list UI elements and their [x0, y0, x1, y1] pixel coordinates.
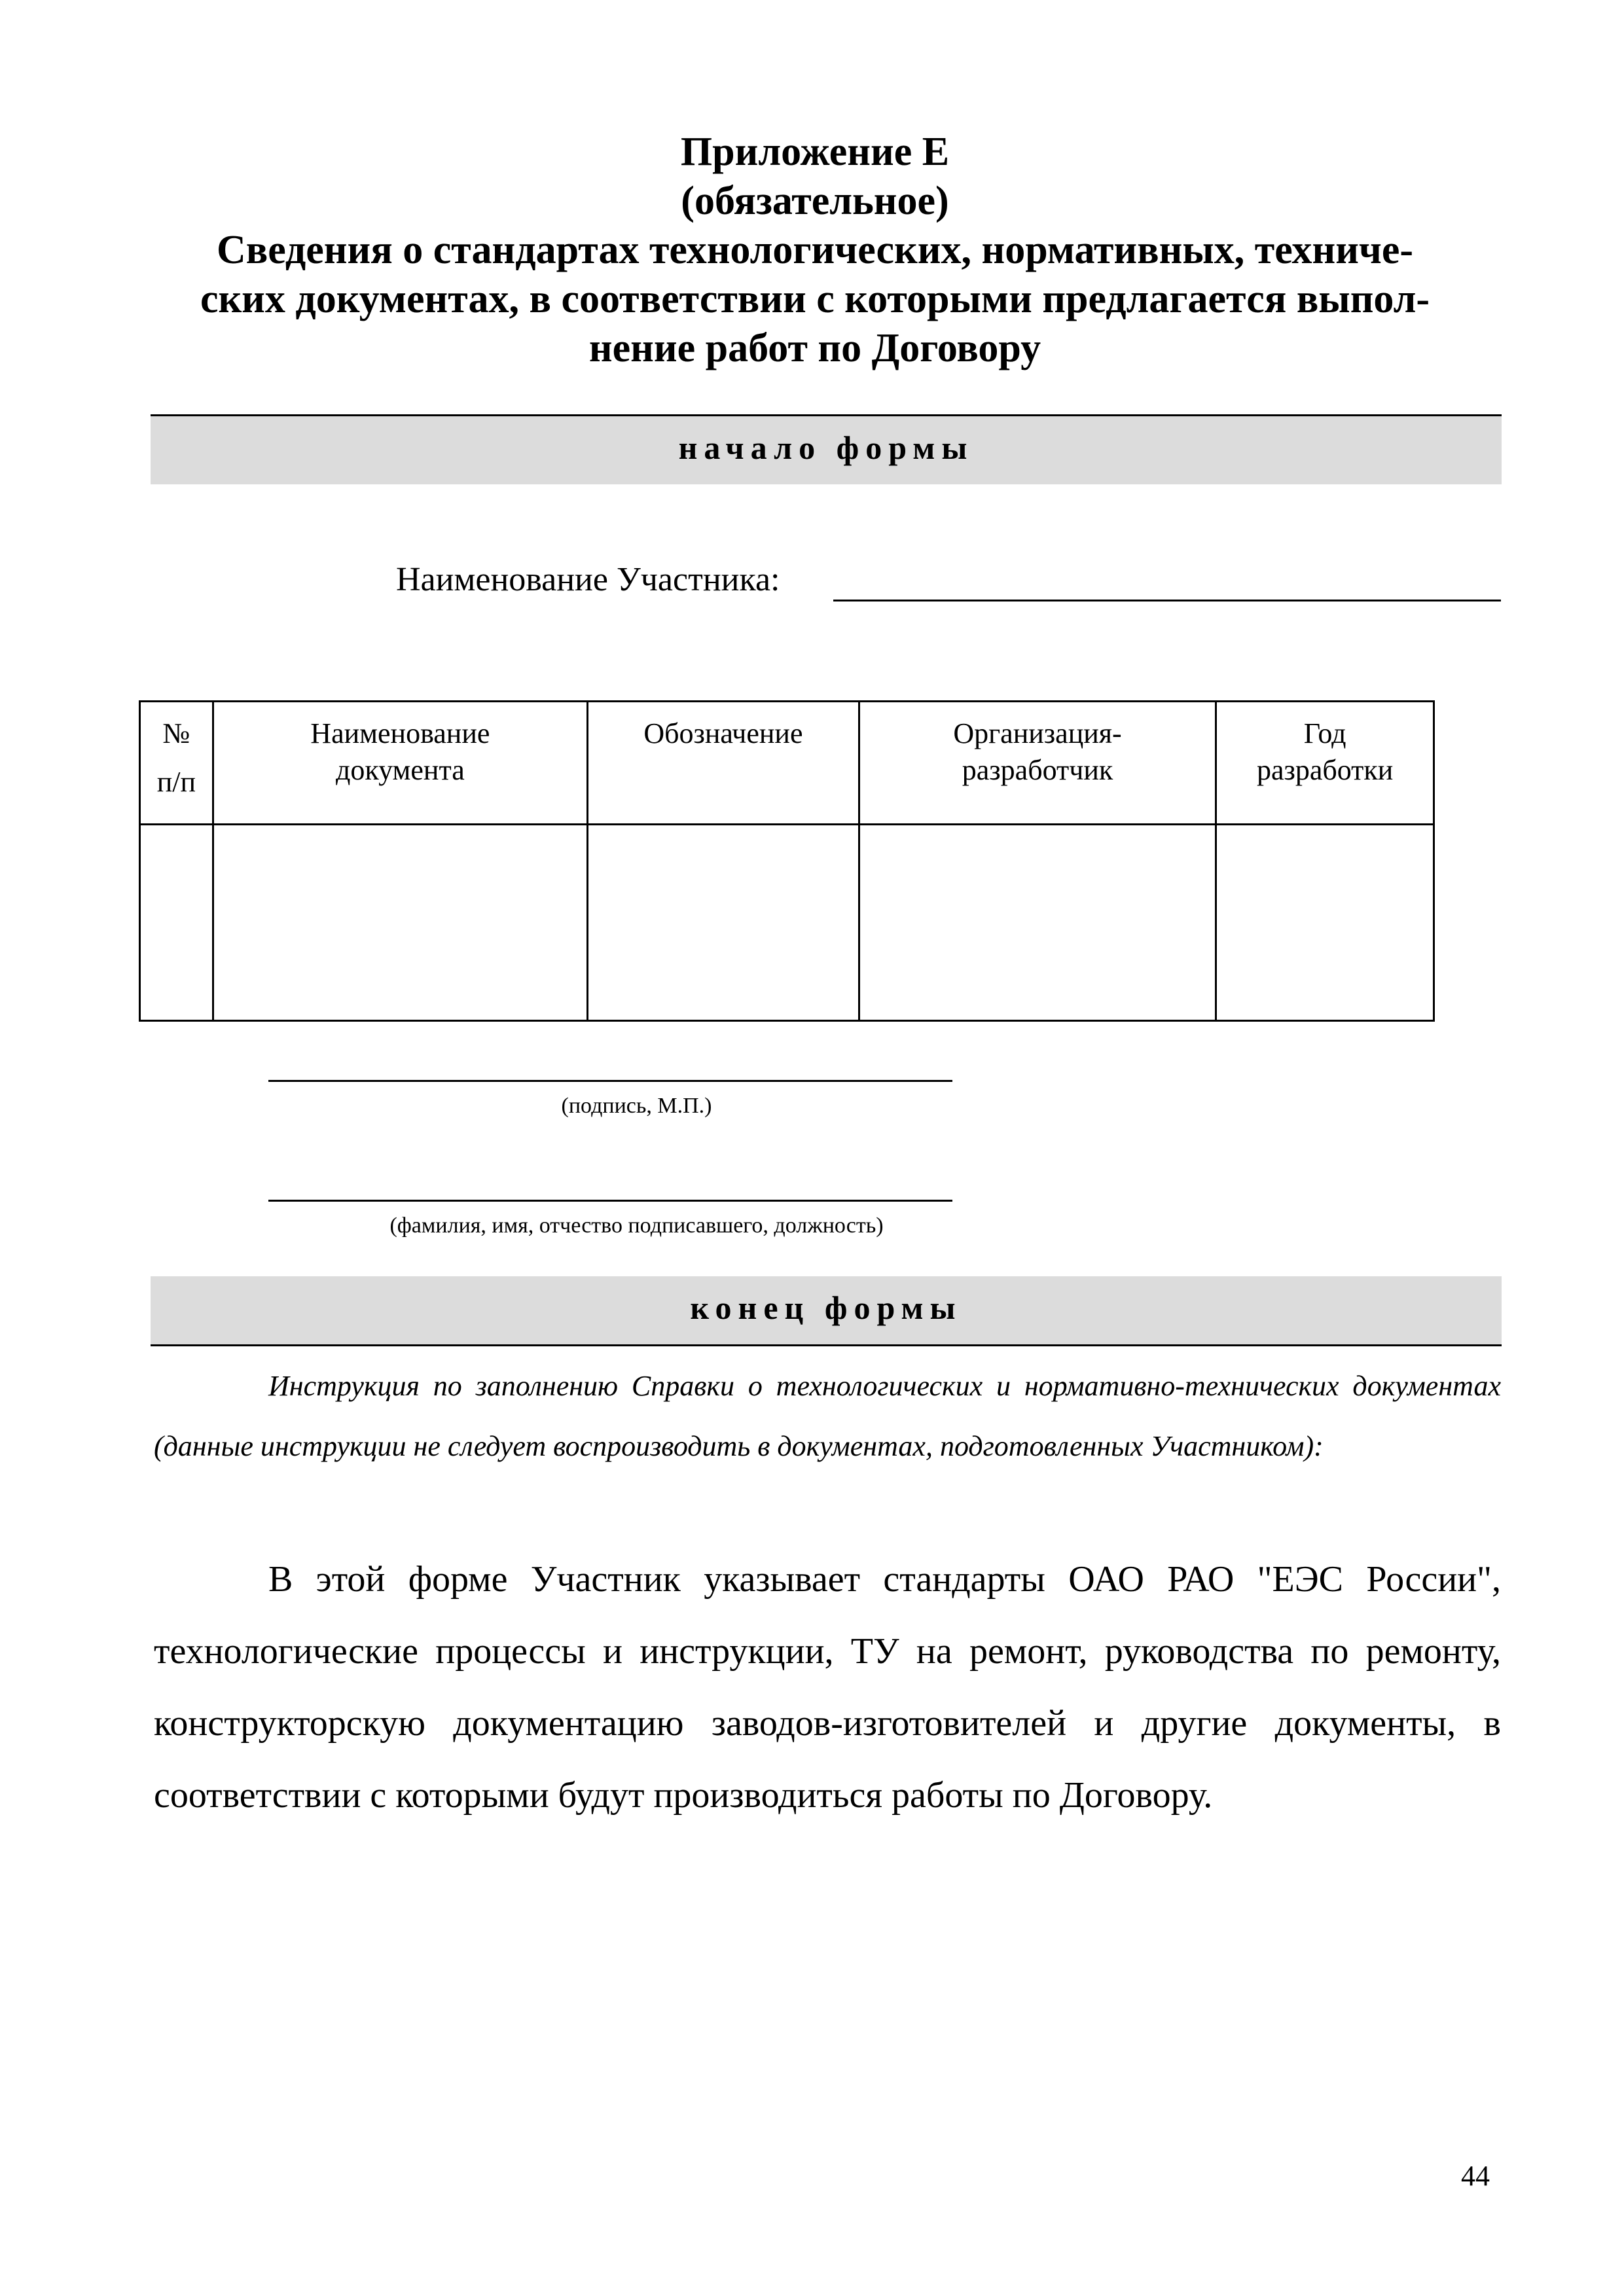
- form-end-bar: конец формы: [151, 1276, 1502, 1346]
- page-number: 44: [1461, 2160, 1490, 2192]
- signer-name-caption: (фамилия, имя, отчество подписавшего, должность): [389, 1213, 884, 1238]
- header-year: [1216, 702, 1434, 825]
- header-organization-line-1: Организация-: [953, 717, 1122, 749]
- header-year-line-2: разработки: [1256, 754, 1394, 786]
- header-organization: [859, 702, 1216, 825]
- cell-document-name[interactable]: [213, 825, 587, 1021]
- appendix-subject-line-1: Сведения о стандартах технологических, нормативных, техниче-: [216, 228, 1414, 272]
- header-designation: [588, 702, 859, 825]
- cell-year[interactable]: [1216, 825, 1434, 1021]
- header-number-line-2: п/п: [156, 766, 196, 798]
- table-row: [140, 825, 1434, 1021]
- form-start-bar: начало формы: [151, 414, 1502, 484]
- header-document-name: [213, 702, 587, 825]
- cell-organization[interactable]: [859, 825, 1216, 1021]
- cell-designation[interactable]: [588, 825, 859, 1021]
- participant-name-field[interactable]: [833, 600, 1501, 601]
- body-paragraph: В этой форме Участник указывает стандарты ОАО РАО "ЕЭС России", технологические процессы и инструкции, ТУ на ремонт, руководства по ремонту, конструкторскую документацию заводов-изготовителей и другие документы, в соответствии с которыми будут производиться работы по Договору.: [154, 1559, 1501, 1816]
- table-header-row: [140, 702, 1434, 825]
- header-organization-line-2: разработчик: [962, 754, 1113, 786]
- documents-table: [139, 700, 1435, 1022]
- appendix-status: (обязательное): [681, 179, 949, 223]
- participant-label: Наименование Участника:: [396, 561, 780, 598]
- cell-number[interactable]: [140, 825, 213, 1021]
- appendix-subject-line-2: ских документах, в соответствии с которыми предлагается выпол-: [200, 277, 1430, 321]
- header-document-name-line-2: документа: [335, 754, 465, 786]
- appendix-heading: Приложение Е: [680, 130, 950, 174]
- signature-caption: (подпись, М.П.): [561, 1094, 712, 1118]
- instruction-text: Инструкция по заполнению Справки о технологических и нормативно-технических документах (данные инструкции не следует воспроизводить в документах, подготовленных Участником):: [154, 1370, 1501, 1462]
- header-designation-label: Обозначение: [643, 717, 803, 749]
- appendix-subject-line-3: нение работ по Договору: [588, 326, 1041, 370]
- signer-name-line[interactable]: [268, 1200, 952, 1202]
- header-number: [140, 702, 213, 825]
- header-document-name-line-1: Наименование: [310, 717, 490, 749]
- signature-line[interactable]: [268, 1080, 952, 1082]
- appendix-title: [151, 128, 1479, 373]
- header-number-line-1: №: [162, 717, 190, 749]
- header-year-line-1: Год: [1303, 717, 1346, 749]
